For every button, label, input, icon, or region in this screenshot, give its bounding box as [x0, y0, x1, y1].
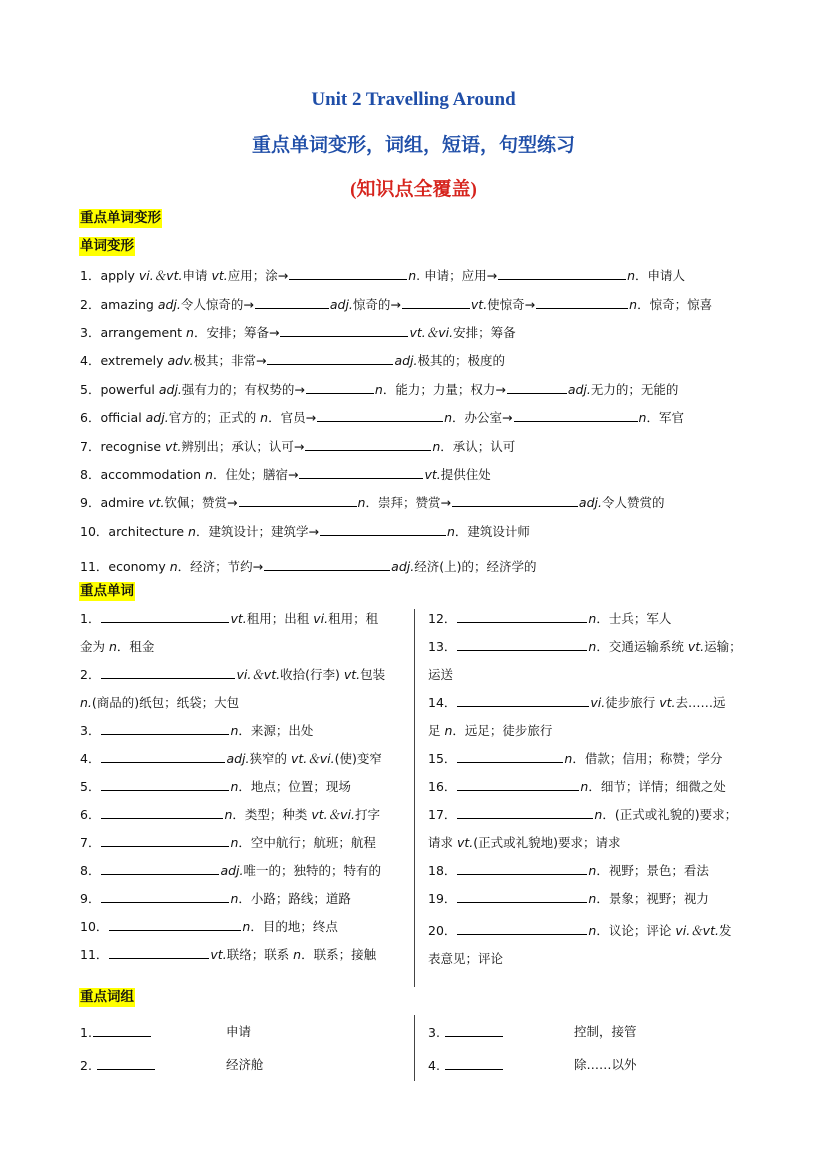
- word-form-line: 10．architecture n．建筑设计；建筑学→ n．建筑设计师: [80, 521, 530, 542]
- word-form-line: 7．recognise vt.辨别出；承认；认可→ n．承认；认可: [80, 436, 515, 457]
- answer-blank[interactable]: [317, 407, 443, 422]
- answer-blank[interactable]: [445, 1022, 503, 1037]
- page-subtitle: 重点单词变形，词组，短语，句型练习: [251, 135, 575, 156]
- key-word-item: 19． n．景象；视野；视力: [428, 885, 758, 913]
- answer-blank[interactable]: [320, 521, 446, 536]
- answer-blank[interactable]: [101, 860, 219, 875]
- answer-blank[interactable]: [457, 776, 579, 791]
- answer-blank[interactable]: [452, 492, 578, 507]
- answer-blank[interactable]: [101, 748, 225, 763]
- answer-blank[interactable]: [109, 944, 209, 959]
- key-word-item: 6． n．类型；种类 vt.＆vi.打字: [80, 801, 405, 829]
- key-word-item-cont: 请求 vt.(正式或礼貌地)要求；请求: [428, 835, 621, 850]
- phrase-item: 4.: [428, 1055, 504, 1076]
- word-form-line: 3．arrangement n．安排；筹备→ vt.＆vi.安排；筹备: [80, 322, 516, 343]
- key-word-item: 3． n．来源；出处: [80, 717, 405, 745]
- key-word-item: 10． n．目的地；终点: [80, 913, 405, 941]
- page-title: Unit 2 Travelling Around: [311, 89, 516, 110]
- answer-blank[interactable]: [101, 888, 229, 903]
- answer-blank[interactable]: [457, 608, 587, 623]
- key-word-item: 18． n．视野；景色；看法: [428, 857, 758, 885]
- answer-blank[interactable]: [445, 1055, 503, 1070]
- key-word-item: 7． n．空中航行；航班；航程: [80, 829, 405, 857]
- answer-blank[interactable]: [507, 379, 567, 394]
- key-word-item-cont: 运送: [428, 667, 454, 682]
- key-word-item: 4． adj.狭窄的 vt.＆vi.(使)变窄: [80, 745, 405, 773]
- key-word-item: 20． n．议论；评论 vi.＆vt.发: [428, 917, 758, 945]
- key-word-item: 13． n．交通运输系统 vt.运输；: [428, 633, 758, 661]
- word-form-line: 4．extremely adv.极其；非常→ adj.极其的；极度的: [80, 350, 505, 371]
- key-word-item-cont: 足 n．远足；徒步旅行: [428, 723, 553, 738]
- key-word-item: 14． vi.徒步旅行 vt.去……远: [428, 689, 758, 717]
- answer-blank[interactable]: [457, 804, 593, 819]
- word-form-line: 11．economy n．经济；节约→ adj.经济(上)的；经济学的: [80, 556, 536, 577]
- answer-blank[interactable]: [267, 350, 393, 365]
- phrase-meaning: 申请: [226, 1024, 252, 1039]
- key-word-item: 16． n．细节；详情；细微之处: [428, 773, 758, 801]
- answer-blank[interactable]: [536, 294, 628, 309]
- key-word-item: 1． vt.租用；出租 vi.租用；租: [80, 605, 405, 633]
- page-note: (知识点全覆盖): [350, 179, 477, 200]
- answer-blank[interactable]: [101, 832, 229, 847]
- answer-blank[interactable]: [457, 636, 587, 651]
- phrase-item: 3.: [428, 1022, 504, 1043]
- key-word-item: 11． vt.联络；联系 n．联系；接触: [80, 941, 405, 969]
- answer-blank[interactable]: [305, 436, 431, 451]
- answer-blank[interactable]: [498, 265, 626, 280]
- answer-blank[interactable]: [109, 916, 241, 931]
- answer-blank[interactable]: [101, 804, 223, 819]
- answer-blank[interactable]: [280, 322, 408, 337]
- answer-blank[interactable]: [299, 464, 423, 479]
- key-word-item: 5． n．地点；位置；现场: [80, 773, 405, 801]
- answer-blank[interactable]: [457, 748, 563, 763]
- phrase-meaning: 控制，接管: [574, 1024, 637, 1039]
- word-form-line: 2．amazing adj.令人惊奇的→ adj.惊奇的→ vt.使惊奇→ n．惊奇；惊喜: [80, 294, 712, 315]
- answer-blank[interactable]: [101, 776, 229, 791]
- word-form-line: 9．admire vt.钦佩；赞赏→ n．崇拜；赞赏→ adj.令人赞赏的: [80, 492, 664, 513]
- answer-blank[interactable]: [101, 720, 229, 735]
- word-form-line: 5．powerful adj.强有力的；有权势的→ n．能力；力量；权力→ adj.无力的；无能的: [80, 379, 678, 400]
- answer-blank[interactable]: [93, 1022, 151, 1037]
- answer-blank[interactable]: [255, 294, 329, 309]
- answer-blank[interactable]: [457, 920, 587, 935]
- answer-blank[interactable]: [289, 265, 407, 280]
- answer-blank[interactable]: [457, 888, 587, 903]
- word-form-line: 6．official adj.官方的；正式的 n．官员→ n．办公室→ n．军官: [80, 407, 684, 428]
- phrases-divider: [414, 1015, 415, 1081]
- key-word-item: 12． n．士兵；军人: [428, 605, 758, 633]
- key-word-item-cont: 金为 n．租金: [80, 639, 155, 654]
- key-word-item: 9． n．小路；路线；道路: [80, 885, 405, 913]
- key-word-item: 17． n．(正式或礼貌的)要求；: [428, 801, 758, 829]
- phrase-meaning: 经济舱: [226, 1057, 264, 1072]
- answer-blank[interactable]: [101, 608, 229, 623]
- word-form-line: 1．apply vi.＆vt.申请 vt.应用；涂→ n. 申请；应用→ n．申请人: [80, 265, 685, 286]
- key-word-item-cont: n.(商品的)纸包；纸袋；大包: [80, 695, 240, 710]
- answer-blank[interactable]: [306, 379, 374, 394]
- answer-blank[interactable]: [264, 556, 390, 571]
- answer-blank[interactable]: [97, 1055, 155, 1070]
- section-heading-word-forms: 重点单词变形: [80, 210, 161, 226]
- answer-blank[interactable]: [457, 692, 589, 707]
- answer-blank[interactable]: [514, 407, 638, 422]
- key-word-item-cont: 表意见；评论: [428, 951, 504, 966]
- key-words-right-column: [428, 605, 758, 973]
- answer-blank[interactable]: [402, 294, 470, 309]
- key-words-left-column: [80, 605, 405, 969]
- phrase-item: 2.: [80, 1055, 156, 1076]
- key-word-item: 8． adj.唯一的；独特的；特有的: [80, 857, 405, 885]
- section-heading-key-words: 重点单词: [80, 583, 134, 599]
- answer-blank[interactable]: [101, 664, 235, 679]
- key-word-item: 15． n．借款；信用；称赞；学分: [428, 745, 758, 773]
- phrase-meaning: 除……以外: [574, 1057, 637, 1072]
- section-heading-phrases: 重点词组: [80, 989, 134, 1005]
- answer-blank[interactable]: [239, 492, 357, 507]
- column-divider: [414, 609, 415, 987]
- word-form-line: 8．accommodation n．住处；膳宿→ vt.提供住处: [80, 464, 491, 485]
- answer-blank[interactable]: [457, 860, 587, 875]
- phrase-item: 1.: [80, 1022, 152, 1043]
- section-heading-word-transform: 单词变形: [80, 238, 134, 254]
- key-word-item: 2． vi.＆vt.收拾(行李) vt.包装: [80, 661, 405, 689]
